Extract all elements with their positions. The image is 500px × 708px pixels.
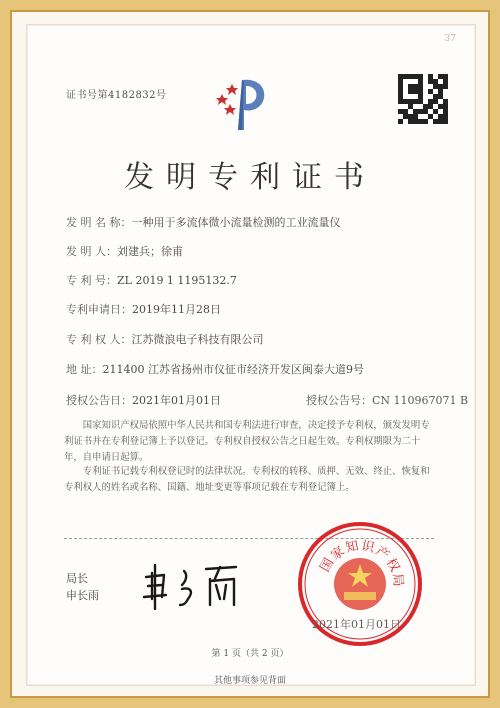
qr-code xyxy=(398,74,448,124)
director-title: 局长 xyxy=(66,572,88,585)
filing-date: 2019年11月28日 xyxy=(132,303,221,316)
svg-text:识: 识 xyxy=(359,538,376,557)
handwritten-signature xyxy=(140,555,260,615)
svg-text:家: 家 xyxy=(328,543,348,564)
certificate-number: 证书号第4182832号 xyxy=(66,90,167,101)
page-number: 第 1 页（共 2 页） xyxy=(211,649,289,659)
grant-date: 2021年01月01日 xyxy=(132,394,221,407)
svg-text:知: 知 xyxy=(344,538,361,557)
address-row xyxy=(66,361,364,377)
filing-date-row xyxy=(66,301,221,317)
grant-date-label: 授权公告日： xyxy=(66,394,132,407)
address-label: 地 址： xyxy=(66,363,103,376)
grant-date-row xyxy=(66,392,221,408)
address: 211400 江苏省扬州市仪征市经济开发区闽泰大道9号 xyxy=(102,363,364,376)
director-name: 申长雨 xyxy=(66,589,99,602)
invention-name: 一种用于多流体微小流量检测的工业流量仪 xyxy=(131,216,341,229)
footer-note: 其他事项参见背面 xyxy=(213,676,286,686)
invention-name-row xyxy=(66,214,341,230)
patent-number-row xyxy=(66,272,237,288)
svg-text:权: 权 xyxy=(382,555,403,575)
qr-module xyxy=(443,119,448,124)
patent-number: ZL 2019 1 1195132.7 xyxy=(117,274,237,287)
filing-date-label: 专利申请日： xyxy=(66,303,132,316)
corner-scribble: 37 xyxy=(444,34,456,44)
document-title: 发明专利证书 xyxy=(124,160,376,195)
patent-office-logo-icon xyxy=(212,72,274,134)
patentee: 江苏微浪电子科技有限公司 xyxy=(131,333,264,346)
seal-date: 2021年01月01日 xyxy=(312,618,401,631)
invention-name-label: 发 明 名 称： xyxy=(66,216,132,229)
patentee-label: 专 利 权 人： xyxy=(66,333,132,346)
patent-number-label: 专 利 号： xyxy=(66,274,117,287)
inventor-row xyxy=(66,243,183,259)
svg-text:产: 产 xyxy=(372,543,392,564)
svg-text:局: 局 xyxy=(389,572,406,588)
statement-paragraph-2: 专利证书记载专利权登记时的法律状况。专利权的转移、质押、无效、终止、恢复和专利权人的姓名或名称、国籍、地址变更等事项记载在专利登记簿上。 xyxy=(64,466,430,493)
publication-number-label: 授权公告号： xyxy=(306,394,372,407)
svg-text:国: 国 xyxy=(317,555,338,575)
patentee-row xyxy=(66,331,264,347)
inventor-label: 发 明 人： xyxy=(66,245,117,258)
publication-number-row xyxy=(306,392,468,408)
inventors: 刘建兵；徐甫 xyxy=(117,245,183,258)
publication-number: CN 110967071 B xyxy=(372,394,469,407)
statement-paragraph-1: 国家知识产权局依照中华人民共和国专利法进行审查，决定授予专利权，颁发发明专利证书并在专利登记簿上予以登记。专利权自授权公告之日起生效。专利权期限为二十年，自申请日起算。 xyxy=(64,420,430,463)
